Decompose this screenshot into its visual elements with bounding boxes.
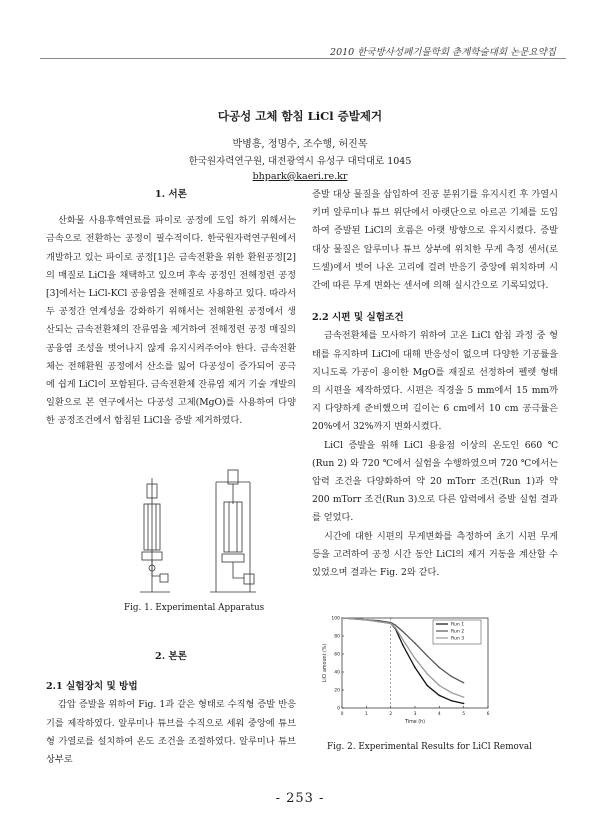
- apparatus-left: [140, 478, 170, 592]
- paper-authors: 박병흥, 정명수, 조수행, 허진목: [232, 139, 368, 150]
- x-tick-label: 1: [364, 712, 368, 717]
- right-furnace: [224, 502, 242, 552]
- fig2-chart: [318, 610, 498, 728]
- email-link[interactable]: bhpark@kaeri.re.kr: [252, 171, 348, 182]
- y-tick-label: 0: [337, 706, 340, 712]
- y-tick-label: 80: [334, 634, 340, 640]
- y-tick-label: 20: [334, 688, 340, 694]
- legend-label: Run 1: [451, 622, 465, 628]
- series-point: [439, 695, 440, 696]
- legend-label: Run 2: [451, 629, 465, 635]
- fig1-caption: Fig. 1. Experimental Apparatus: [124, 603, 265, 613]
- section2-heading: 2. 본론: [155, 651, 187, 662]
- section2-2-paragraph-3: 시간에 대한 시편의 무게변화를 측정하여 초기 시편 무게 등을 고려하여 공정 시간 동안 LiCl의 제거 거동을 계산할 수 있었으며 결과는 Fig. 2와 같다.: [312, 530, 558, 579]
- right-column: [312, 186, 558, 582]
- section1-heading: 1. 서론: [155, 189, 187, 200]
- right-pump: [244, 574, 254, 584]
- right-collector: [222, 554, 244, 562]
- series-point: [402, 644, 403, 645]
- left-column-top: [46, 186, 296, 431]
- y-tick-label: 100: [331, 616, 340, 622]
- series-point: [395, 625, 396, 626]
- apparatus-right: [210, 470, 256, 592]
- x-tick-label: 6: [486, 712, 490, 717]
- section2-1-heading: 2.1 실험장치 및 방법: [46, 681, 138, 693]
- series-point: [378, 621, 379, 622]
- series-point: [395, 627, 396, 628]
- series-point: [353, 618, 354, 619]
- series-point: [463, 682, 464, 683]
- section2-2-paragraph-1: 금속전환체를 모사하기 위하여 고온 LiCl 함침 과정 중 형태를 유지하며 LiCl에 대해 반응성이 없으며 다양한 기공률을 지니도록 가공이 용이한 MgO를 재질로 선정하여 펠렛 형태의 시편을 제작하였다. 시편은 직경을 5 mm에서 15 mm까지 다양하게 준비했으며 길이는 6 cm에서 10 cm 공극률은 20%에서 32%까지 변화시켰다.: [312, 330, 558, 433]
- paper-email[interactable]: [0, 171, 600, 182]
- x-tick-label: 5: [462, 712, 466, 717]
- series-point: [341, 617, 342, 618]
- series-point: [451, 700, 452, 701]
- section2-1-paragraph-left: 감압 증발을 위하여 Fig. 1과 같은 형태로 수직형 증발 반응기를 제작하였다. 알루미나 튜브를 수직으로 세워 중앙에 튜브형 가열로를 설치하여 온도 조건을 조절하였다. 알루미나 튜브 상부로: [46, 699, 296, 766]
- x-axis-label: Time (h): [404, 720, 426, 725]
- series-point: [414, 667, 415, 668]
- x-tick-label: 4: [437, 712, 441, 717]
- header-rule: [40, 58, 566, 59]
- section2-2-paragraph-2: LiCl 증발을 위해 LiCl 용융점 이상의 온도인 660 ℃ (Run 2) 와 720 ℃에서 실험을 수행하였으며 720 ℃에서는 압력 조건을 다양화하여 약 20 mTorr 조건(Run 1)과 약 200 mTorr 조건(Run 3)으로 다른 압력에서 증발 실험 결과를 얻었다.: [312, 439, 558, 524]
- fig2-caption: Fig. 2. Experimental Results for LiCl Removal: [327, 742, 532, 752]
- series-point: [463, 703, 464, 704]
- proceedings-header: 2010 한국방사성폐기물학회 춘계학술대회 논문요약집: [330, 47, 556, 58]
- y-tick-label: 60: [334, 652, 340, 658]
- series-point: [402, 639, 403, 640]
- series-point: [366, 619, 367, 620]
- section2-1-paragraph-right: 증발 대상 물질을 삽입하여 진공 분위기를 유지시킨 후 가열시키며 알루미나 튜브 위단에서 아랫단으로 아르곤 기체를 도입하여 증발된 LiCl의 흐름은 아랫 방향으로 유지시켰다. 증발 대상 물질은 알루미나 튜브 상부에 위치한 무게 측정 센서(로드셀)에서 벗어 나온 고리에 걸려 반응기 중앙에 위치하며 시간에 따른 무게 변화는 센서에 의해 실시간으로 기록되었다.: [312, 189, 558, 292]
- series-point: [426, 673, 427, 674]
- series-point: [451, 676, 452, 677]
- series-point: [414, 658, 415, 659]
- left-column-bottom: [46, 648, 296, 769]
- series-point: [426, 655, 427, 656]
- legend-label: Run 3: [451, 636, 465, 642]
- series-point: [426, 685, 427, 686]
- page-number: - 253 -: [275, 791, 325, 806]
- series-point: [463, 697, 464, 698]
- y-tick-label: 40: [334, 670, 340, 676]
- x-tick-label: 0: [340, 712, 344, 717]
- series-point: [402, 631, 403, 632]
- x-tick-label: 2: [389, 712, 393, 717]
- y-axis-label: LiCl amount (%): [323, 643, 328, 683]
- paper-affiliation: 한국원자력연구원, 대전광역시 유성구 대덕대로 1045: [188, 156, 412, 167]
- section1-paragraph: 산화물 사용후핵연료를 파이로 공정에 도입 하기 위해서는 금속으로 전환하는 공정이 필수적이다. 한국원자력연구원에서 개발하고 있는 파이로 공정[1]은 금속전환을 위한 환원공정[2]의 매질로 LiCl을 채택하고 있으며 후속 공정인 전해정련 공정[3]에서는 LiCl-KCl 공융염을 전해질로 사용하고 있다. 따라서 두 공정간 연계성을 강화하기 위해서는 전해환원 공정에서 생산되는 금속전환체의 잔류염을 제거하여 전해정련 공정 매질의 공융염 조성을 벗어나지 않게 유지시켜주어야 한다. 금속전환체는 전해환원 공정에서 산소를 잃어 다공성이 증가되어 공극에 쉽게 LiCl이 포함된다. 금속전환체 잔류염 제거 기술 개발의 일환으로 본 연구에서는 다공성 고체(MgO)를 사용하여 다양한 공정조건에서 함침된 LiCl을 증발 제거하였다.: [46, 215, 296, 427]
- series-point: [439, 685, 440, 686]
- x-tick-label: 3: [413, 712, 417, 717]
- series-point: [451, 692, 452, 693]
- series-point: [414, 643, 415, 644]
- fig1-apparatus-drawing: [120, 464, 270, 598]
- series-point: [439, 667, 440, 668]
- series-point: [390, 623, 391, 624]
- chart-legend: [433, 620, 481, 644]
- section2-2-heading: 2.2 시편 및 실험조건: [312, 312, 404, 324]
- paper-title: 다공성 고체 함침 LiCl 증발제거: [217, 109, 383, 123]
